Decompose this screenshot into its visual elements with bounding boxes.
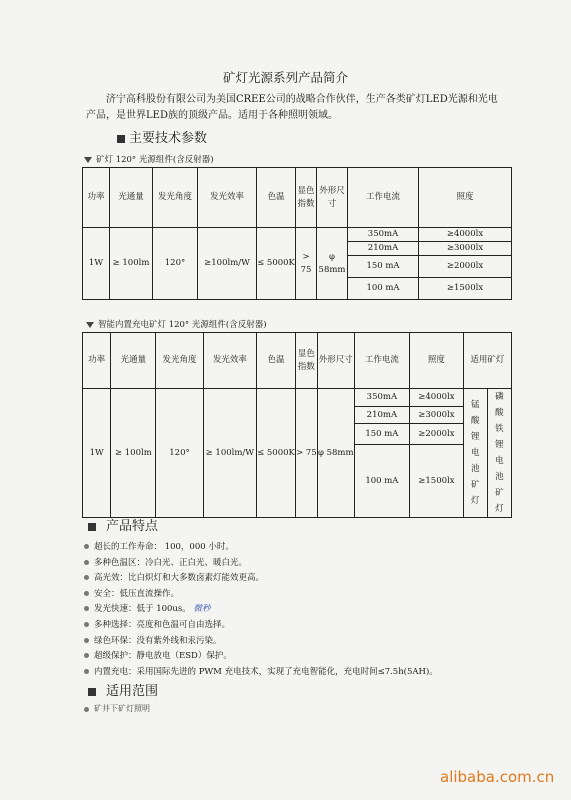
table-header-row xyxy=(83,168,512,228)
header-cell: 发光效率 xyxy=(198,168,257,228)
header-cell: 工作电流 xyxy=(354,333,410,389)
cri-cell: > 75 xyxy=(296,228,317,300)
intro-paragraph: 济宁高科股份有限公司为美国CREE公司的战略合作伙伴，生产各类矿灯LED光源和光电产品，是世界LED族的顶级产品。适用于各种照明领域。 xyxy=(86,94,498,121)
spec-table-2 xyxy=(82,332,512,518)
current-cell: 100 mA xyxy=(354,445,410,518)
header-cell: 外形尺寸 xyxy=(317,168,348,228)
list-item xyxy=(84,618,438,634)
list-item xyxy=(84,540,438,556)
header-cell: 显色指数 xyxy=(295,333,317,389)
lamp-type-cell-1 xyxy=(463,389,487,518)
bullet-dot-icon xyxy=(84,575,89,580)
section-heading-text: 适用范围 xyxy=(106,684,159,699)
header-cell: 功率 xyxy=(83,168,110,228)
header-cell: 照度 xyxy=(410,333,463,389)
angle-cell: 120° xyxy=(156,389,203,518)
feature-text: 高光效：比白炽灯和大多数卤素灯能效更高。 xyxy=(94,573,265,584)
header-cell: 显色指数 xyxy=(296,168,317,228)
table1-caption-text: 矿灯 120° 光源组件(含反射器) xyxy=(96,155,214,165)
scope-item-text: 矿井下矿灯照明 xyxy=(94,704,150,713)
feature-text: 安全：低压直流操作。 xyxy=(94,588,180,599)
scope-item xyxy=(84,703,150,714)
size-cell: φ 58mm xyxy=(317,228,348,300)
triangle-bullet-icon xyxy=(84,157,92,163)
feature-text: 超长的工作寿命： 100，000 小时。 xyxy=(94,542,234,552)
feature-text: 发光快速：低于 100us。 xyxy=(94,604,191,615)
table-row xyxy=(83,389,512,407)
feature-text: 内置充电：采用国际先进的 PWM 充电技术，实现了充电智能化，充电时间≤7.5h(5AH)。 xyxy=(94,666,438,677)
current-cell: 210mA xyxy=(354,406,410,424)
section-heading-text: 主要技术参数 xyxy=(129,131,208,146)
section-heading-text: 产品特点 xyxy=(106,519,159,534)
watermark: alibaba.com.cn xyxy=(440,768,555,786)
lux-cell: ≥4000lx xyxy=(419,228,512,242)
triangle-bullet-icon xyxy=(86,322,94,328)
list-item xyxy=(84,571,438,587)
feature-text: 多种色温区：冷白光、正白光、暖白光。 xyxy=(94,557,248,568)
current-cell: 100 mA xyxy=(348,278,419,300)
header-cell: 光通量 xyxy=(111,333,156,389)
bullet-dot-icon xyxy=(84,560,89,565)
document-title: 矿灯光源系列产品简介 xyxy=(222,70,348,85)
table-row xyxy=(83,228,512,242)
current-cell: 350mA xyxy=(354,389,410,407)
header-cell: 外形尺寸 xyxy=(317,333,354,389)
table-header-row xyxy=(83,333,512,389)
cri-cell: > 75 xyxy=(295,389,317,518)
lamp-type-cell-2 xyxy=(487,389,511,518)
power-cell: 1W xyxy=(83,228,110,300)
cct-cell: ≤ 5000K xyxy=(257,389,296,518)
section-heading-scope xyxy=(88,680,158,699)
table2-caption xyxy=(86,318,267,330)
header-cell: 光通量 xyxy=(110,168,153,228)
lux-cell: ≥1500lx xyxy=(410,445,463,518)
bullet-dot-icon xyxy=(84,669,89,674)
square-bullet-icon xyxy=(88,688,96,696)
flux-cell: ≥ 100lm xyxy=(110,228,153,300)
list-item xyxy=(84,665,438,681)
bullet-dot-icon xyxy=(84,544,89,549)
header-cell: 发光角度 xyxy=(156,333,203,389)
bullet-dot-icon xyxy=(84,638,89,643)
header-cell: 发光效率 xyxy=(203,333,256,389)
bullet-dot-icon xyxy=(84,606,89,611)
header-cell: 适用矿灯 xyxy=(463,333,511,389)
header-cell: 色温 xyxy=(257,333,296,389)
list-item xyxy=(84,602,438,618)
lamp-type-text-1: 锰酸锂电池矿灯 xyxy=(470,400,480,506)
bullet-dot-icon xyxy=(84,653,89,658)
header-cell: 发光角度 xyxy=(153,168,198,228)
lux-cell: ≥2000lx xyxy=(410,424,463,445)
lux-cell: ≥3000lx xyxy=(410,406,463,424)
current-cell: 350mA xyxy=(348,228,419,242)
lux-cell: ≥4000lx xyxy=(410,389,463,407)
lux-cell: ≥3000lx xyxy=(419,242,512,256)
square-bullet-icon xyxy=(117,135,125,143)
features-list xyxy=(84,540,438,680)
current-cell: 210mA xyxy=(348,242,419,256)
flux-cell: ≥ 100lm xyxy=(111,389,156,518)
bullet-dot-icon xyxy=(84,591,89,596)
power-cell: 1W xyxy=(83,389,111,518)
feature-text: 超级保护：静电放电（ESD）保护。 xyxy=(94,651,232,662)
header-cell: 功率 xyxy=(83,333,111,389)
header-cell: 照度 xyxy=(419,168,512,228)
efficiency-cell: ≥100lm/W xyxy=(198,228,257,300)
header-cell: 工作电流 xyxy=(348,168,419,228)
handwritten-note: 微秒 xyxy=(193,604,211,615)
feature-text: 多种选择：亮度和色温可自由选择。 xyxy=(94,619,231,630)
list-item xyxy=(84,587,438,603)
cct-cell: ≤ 5000K xyxy=(257,228,296,300)
table1-caption xyxy=(84,153,214,165)
current-cell: 150 mA xyxy=(354,424,410,445)
lamp-type-text-2: 磷酸铁锂电池矿灯 xyxy=(495,392,504,514)
size-cell: φ 58mm xyxy=(317,389,354,518)
list-item xyxy=(84,634,438,650)
list-item xyxy=(84,649,438,665)
bullet-dot-icon xyxy=(84,622,89,627)
current-cell: 150 mA xyxy=(348,256,419,278)
list-item xyxy=(84,556,438,572)
square-bullet-icon xyxy=(88,523,96,531)
table2-caption-text: 智能内置充电矿灯 120° 光源组件(含反射器) xyxy=(98,320,267,330)
section-heading-specs xyxy=(117,127,207,146)
spec-table-1 xyxy=(82,167,512,300)
feature-text: 绿色环保：没有紫外线和汞污染。 xyxy=(94,635,222,646)
section-heading-features xyxy=(88,515,158,534)
bullet-dot-icon xyxy=(84,707,89,712)
angle-cell: 120° xyxy=(153,228,198,300)
efficiency-cell: ≥ 100lm/W xyxy=(203,389,256,518)
lux-cell: ≥1500lx xyxy=(419,278,512,300)
lux-cell: ≥2000lx xyxy=(419,256,512,278)
header-cell: 色温 xyxy=(257,168,296,228)
